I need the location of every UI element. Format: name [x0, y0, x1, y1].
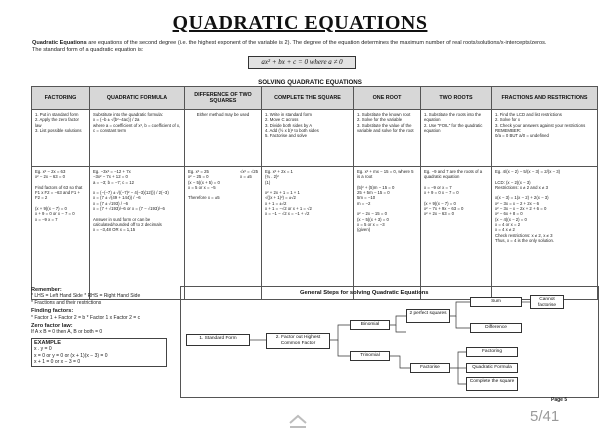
- example-quadratic-formula: Eg. −3x² = −12 + 7x −3x² − 7x + 12 = 0 a = −3; b = −7; c = 12 x = (−(−7) ± √((−7)² − 4(−3)(12))) / 2(−3) x = (7 ± √(49 + 144)) / −6 x = (7 ± √193) / −6 x = (7 + √193)/−6 or x = (7 − √193)/−6 Answer in surd form or can be calculated/rounded off to 2 decimals x = −3,48 OR x = 1,15: [90, 167, 185, 300]
- intro-line2: The standard form of a quadratic equation is:: [32, 47, 144, 53]
- example-line: x = 0 or y = 0 or (x + 1)(x − 3) = 0: [34, 352, 108, 359]
- flow-node-factor-out: 2. Factor out Highest Common Factor: [266, 333, 330, 349]
- steps-complete-square: 1. Write in standard form 2. Move C across 3. Divide both sides by A 4. Add (½ x b)² to both sides 5. Factorise and solve: [262, 110, 354, 167]
- steps-difference-of-squares: Either method may be used: [185, 110, 262, 167]
- flow-node-standard-form: 1. Standard Form: [186, 334, 250, 346]
- header-factoring: FACTORING: [32, 87, 90, 110]
- remember-item: * Fractions and their restrictions: [31, 299, 102, 306]
- flow-node-difference: Difference: [470, 323, 522, 333]
- factors-heading: Finding factors:: [31, 308, 74, 315]
- example-dos-left: Eg. x² = 25 x² − 25 = 0 (x − 5)(x + 5) = 0 x = 5 or x = −5 Therefore x = ±5: [188, 169, 220, 201]
- intro-bold-term: Quadratic Equations: [32, 40, 87, 46]
- flow-node-factoring: Factoring: [466, 347, 518, 357]
- steps-factoring: 1. Put in standard form 2. Apply the zero factor law 3. List possible solutions: [32, 110, 90, 167]
- steps-fractions: 1. Find the LCD and list restrictions 2. Solve for x 3. Check your answers against your restrictions REMEMBER: 0/a = 0 BUT a/0 = undefined: [492, 110, 598, 167]
- header-difference-of-squares: DIFFERENCE OF TWO SQUARES: [185, 87, 262, 110]
- example-line: x . y = 0: [34, 346, 52, 353]
- remember-item: * LHS = Left Hand Side * RHS = Right Hand Side: [31, 293, 141, 300]
- steps-one-root: 1. Substitute the known root 2. Solve for the variable 3. Substitute the value of the variable and solve for the root: [354, 110, 421, 167]
- header-quadratic-formula: QUADRATIC FORMULA: [90, 87, 185, 110]
- page-number-label: Page 5: [551, 397, 568, 403]
- factors-text: * Factor 1 + Factor 2 = b * Factor 1 x Factor 2 = c: [31, 314, 141, 321]
- flow-node-complete-square: Complete the square: [466, 377, 518, 391]
- example-factoring: Eg. x² − 2x = 63 x² − 2x − 63 = 0 Find factors of 63 so that F1 x F2 = −63 and F1 + F2 = 2 (x + 9)(x − 7) = 0 x + 9 = 0 or x − 7 = 0 x = −9 x = 7: [32, 167, 90, 300]
- zero-law-heading: Zero factor law:: [31, 323, 73, 330]
- flow-node-trinomial: Trinomial: [350, 351, 390, 361]
- flow-node-binomial: Binomial: [350, 320, 390, 330]
- header-fractions: FRACTIONS AND RESTRICTIONS: [492, 87, 598, 110]
- flowchart-title: General Steps for solving Quadratic Equations: [300, 290, 429, 296]
- steps-quadratic-formula: Substitute into the quadratic formula: x = (−b ± √(b²−4ac)) / 2a where a = coefficient of x², b = coefficient of x, c = constant term: [90, 110, 185, 167]
- example-fractions: Eg. 4/(x − 2) − 5/(x − 3) = 2/(x − 3) LCD: (x − 2)(x − 3) Restrictions: x ≠ 2 and x ≠ 3 x(x − 3) = 1(x − 2) + 2(x − 3) x² − 3x = x − 2 + 2x − 6 x² − 3x − x − 2x + 2 + 6 = 0 x² − 6x + 8 = 0 (x − 4)(x − 2) = 0 x = 4 or x = 2 x = 4 x ≠ 2 Check restrictions: x ≠ 2, x ≠ 3 Thus, x = 4 is the only solution.: [492, 167, 598, 300]
- example-line: x + 1 = 0 or x − 3 = 0: [34, 359, 81, 366]
- scroll-up-chevron-icon[interactable]: [283, 410, 313, 430]
- page-counter: 5/41: [530, 408, 560, 425]
- example-heading: EXAMPLE: [34, 339, 62, 346]
- flow-node-quadratic-formula: Quadratic Formula: [466, 363, 518, 373]
- intro-text: are equations of the second degree (i.e. the highest exponent of the variable is 2). The degree of the equation determines the maximum number of real roots/solutions/x-intercepts/zeros.: [86, 40, 547, 46]
- section-title: SOLVING QUADRATIC EQUATIONS: [258, 79, 362, 86]
- steps-two-roots: 1. Substitute the roots into the equation 2. Use "FOIL" for the quadratic equation: [421, 110, 492, 167]
- example-two-roots: Eg. −9 and 7 are the roots of a quadratic equation x = −9 or x = 7 x + 9 = 0 x − 7 = 0 (x + 9)(x − 7) = 0 x² − 7x + 9x − 63 = 0 x² + 2x − 63 = 0: [421, 167, 492, 300]
- standard-form-box: ax² + bx + c = 0 where a ≠ 0: [248, 56, 356, 69]
- example-complete-square: Eg. x² + 2x = 1 (¾ . 2)² (1) x² + 2x + 1 = 1 + 1 √((x + 1)²) = ±√2 x + 1 = ±√2 x + 1 = −√2 or x + 1 = √2 x = −1 − √2 x = −1 + √2: [262, 167, 354, 300]
- flow-node-perfect-squares: 2 perfect squares: [406, 309, 450, 323]
- example-dos-right: √x² = √25 x = ±5: [240, 169, 258, 180]
- flow-node-cannot-factorise: Cannot factorise: [530, 295, 564, 309]
- example-one-root: Eg. x² + mx − 15 = 0, where 5 is a root (5)² + (5)m − 15 = 0 25 + 5m − 15 = 0 5m = −10 m = −2 x² − 2x − 15 = 0 (x − 5)(x + 3) = 0 x = 5 or x = −3 (given): [354, 167, 421, 300]
- document-title: QUADRATIC EQUATIONS: [172, 12, 428, 34]
- remember-heading: Remember:: [31, 287, 62, 293]
- flow-node-factorise: Factorise: [410, 363, 450, 373]
- header-two-roots: TWO ROOTS: [421, 87, 492, 110]
- flow-node-sum: Sum: [470, 297, 522, 307]
- header-complete-square: COMPLETE THE SQUARE: [262, 87, 354, 110]
- header-one-root: ONE ROOT: [354, 87, 421, 110]
- zero-law-text: If A x B = 0 then A, B or both = 0: [31, 329, 103, 336]
